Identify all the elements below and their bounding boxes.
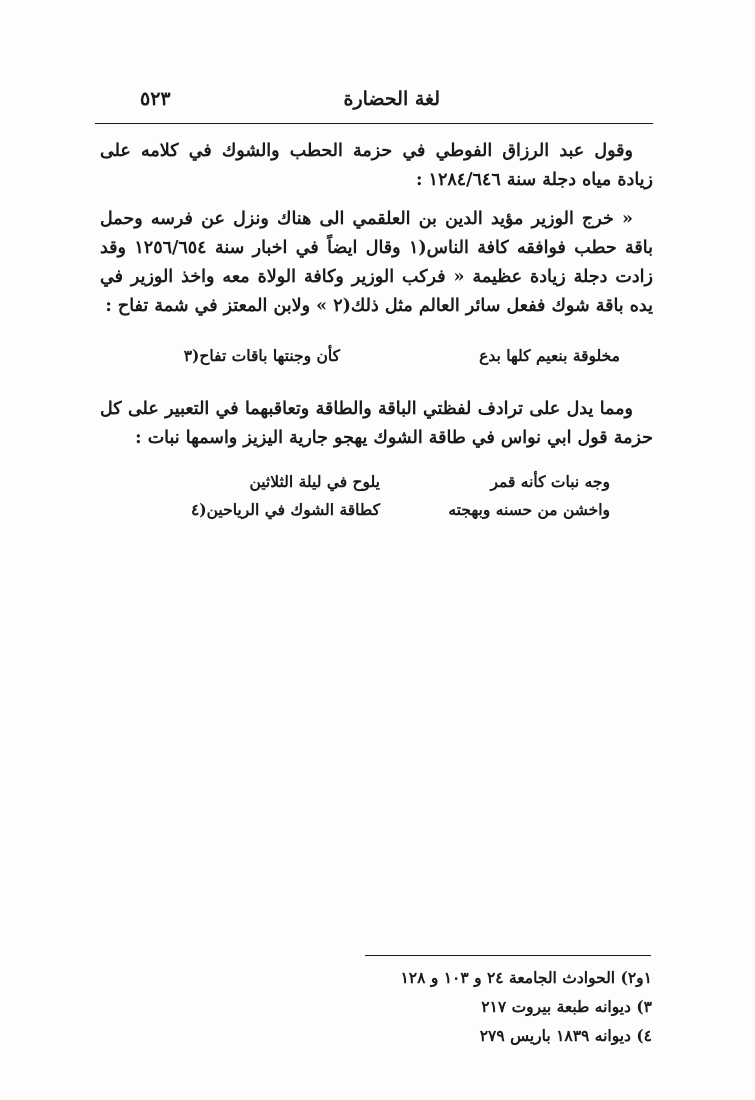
page-number: ٥٢٣ [140, 88, 171, 110]
verse-3-second-hemistich: كطاقة الشوك في الرياحين(٤ [190, 500, 380, 519]
verse-2-second-hemistich: يلوح في ليلة الثلاثين [249, 472, 380, 491]
verse-1-first-hemistich: مخلوقة بنعيم كلها بدع [479, 346, 620, 365]
verse-1 [150, 346, 620, 374]
running-title: لغة الحضارة [343, 88, 440, 110]
header-rule [95, 123, 653, 124]
footnote-1: ١و٢) الحوادث الجامعة ٢٤ و ١٠٣ و ١٢٨ [400, 968, 652, 987]
paragraph-3 [100, 395, 653, 453]
verse-3 [150, 500, 610, 528]
paragraph-1-text: وقول عبد الرزاق الفوطي في حزمة الحطب والشوك في كلامه على زيادة مياه دجلة سنة ١٢٨٤/٦٤٦ : [100, 141, 653, 190]
footnote-3: ٤) ديوانه ١٨٣٩ باريس ٢٧٩ [479, 1026, 652, 1045]
footnote-rule [365, 955, 651, 956]
paragraph-1 [100, 137, 653, 195]
verse-2 [150, 472, 610, 500]
page-header [95, 80, 655, 120]
paragraph-2-text: « خرج الوزير مؤيد الدين بن العلقمي الى هناك ونزل عن فرسه وحمل باقة حطب فوافقه كافة الناس(١ وقال ايضاً في اخبار سنة ١٢٥٦/٦٥٤ وقد زادت دجلة زيادة عظيمة « فركب الوزير وكافة الولاة معه واخذ الوزير في يده باقة شوك ففعل سائر العالم مثل ذلك(٢ » ولابن المعتز في شمة تفاح : [100, 209, 653, 316]
footnotes [330, 963, 652, 1050]
verse-2-first-hemistich: وجه نبات كأنه قمر [490, 472, 610, 491]
paragraph-2 [100, 205, 653, 321]
paragraph-3-text: ومما يدل على ترادف لفظتي الباقة والطاقة وتعاقبهما في التعبير على كل حزمة قول ابي نواس في طاقة الشوك يهجو جارية اليزيز واسمها نبات : [100, 399, 653, 448]
footnote-2: ٣) ديوانه طبعة بيروت ٢١٧ [481, 997, 652, 1016]
verse-3-first-hemistich: واخشن من حسنه وبهجته [448, 500, 610, 519]
verse-1-second-hemistich: كأن وجنتها باقات تفاح(٣ [183, 346, 340, 365]
